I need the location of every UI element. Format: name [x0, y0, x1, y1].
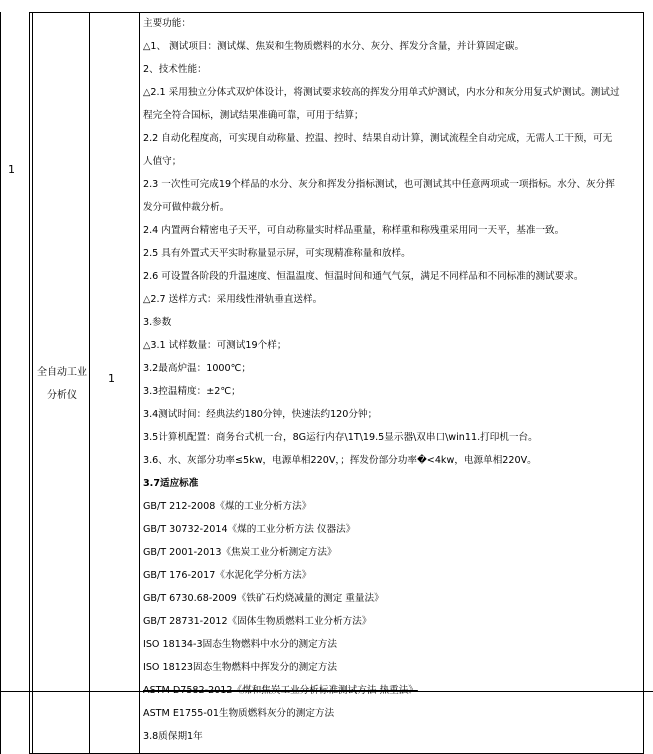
- spec-line: 人值守；: [143, 156, 182, 167]
- spec-line: 2.6 可设置各阶段的升温速度、恒温温度、恒温时间和通气气氛，满足不同样品和不同标准的测试要求。: [143, 271, 584, 282]
- table-border-5: [139, 12, 140, 754]
- spec-line: 3.5计算机配置：商务台式机一台，8G运行内存\1T\19.5显示器\双串口\win11.打印机一台。: [143, 432, 538, 443]
- spec-line: 程完全符合国标，测试结果准确可靠，可用于结算；: [143, 110, 364, 121]
- spec-line: 3.8质保期1年: [143, 731, 203, 742]
- spec-line: 发分可做仲裁分析。: [143, 202, 230, 213]
- spec-line: 3.3控温精度：±2℃；: [143, 386, 241, 397]
- spec-line: 2.3 一次性可完成19个样品的水分、灰分和挥发分指标测试，也可测试其中任意两项或一项指标。水分、灰分挥: [143, 179, 615, 190]
- table-border-3: [32, 12, 33, 754]
- spec-line: GB/T 30732-2014《煤的工业分析方法 仪器法》: [143, 524, 356, 535]
- table-border-right: [643, 12, 644, 754]
- spec-line: 2.5 具有外置式天平实时称量显示屏，可实现精准称量和放样。: [143, 248, 411, 259]
- spec-line: △2.1 采用独立分体式双炉体设计，将测试要求较高的挥发分用单式炉测试，内水分和灰分用复式炉测试。测试过: [143, 87, 620, 98]
- spec-line: △2.7 送样方式：采用线性滑轨垂直送样。: [143, 294, 323, 305]
- spec-line: 2.4 内置两台精密电子天平，可自动称量实时样品重量，称样重和称残重采用同一天平，基准一致。: [143, 225, 565, 236]
- row-index: 1: [8, 163, 15, 176]
- spec-line: △1、 测试项目：测试煤、焦炭和生物质燃料的水分、灰分、挥发分含量，并计算固定碳。: [143, 41, 525, 52]
- spec-line: 2、技术性能：: [143, 64, 207, 75]
- spec-line: GB/T 176-2017《水泥化学分析方法》: [143, 570, 312, 581]
- spec-line: 3.2最高炉温：1000℃；: [143, 363, 252, 374]
- spec-line: GB/T 6730.68-2009《铁矿石灼烧减量的测定 重量法》: [143, 593, 384, 604]
- spec-line: GB/T 212-2008《煤的工业分析方法》: [143, 501, 312, 512]
- spec-line: △3.1 试样数量：可测试19个样；: [143, 340, 287, 351]
- spec-line-struck: ASTM D7582-2012《煤和焦炭工业分析标准测试方法 热重法》: [143, 685, 418, 696]
- spec-line: GB/T 28731-2012《固体生物质燃料工业分析方法》: [143, 616, 372, 627]
- item-quantity: 1: [108, 372, 115, 385]
- spec-line: 3.7适应标准: [143, 478, 199, 489]
- spec-line: 2.2 自动化程度高，可实现自动称量、控温、控时、结果自动计算，测试流程全自动完成，无需人工干预，可无: [143, 133, 613, 144]
- item-name: 全自动工业分析仪: [37, 367, 87, 401]
- spec-line: 3.4测试时间：经典法约180分钟，快速法约120分钟；: [143, 409, 378, 420]
- table-border-left: [0, 12, 1, 754]
- spec-line: 3.参数: [143, 317, 172, 328]
- spec-line: ISO 18123固态生物燃料中挥发分的测定方法: [143, 662, 337, 673]
- spec-line: 3.6、水、灰部分功率≤5kw，电源单相220V，；挥发份部分功率�<4kw，电源单相220V。: [143, 455, 537, 466]
- spec-line: ISO 18134-3固态生物燃料中水分的测定方法: [143, 639, 337, 650]
- spec-line: 主要功能：: [143, 18, 191, 29]
- specification-text: [143, 12, 643, 748]
- spec-line: ASTM E1755-01生物质燃料灰分的测定方法: [143, 708, 335, 719]
- spec-line: GB/T 2001-2013《焦炭工业分析测定方法》: [143, 547, 337, 558]
- table-border-2: [29, 12, 30, 754]
